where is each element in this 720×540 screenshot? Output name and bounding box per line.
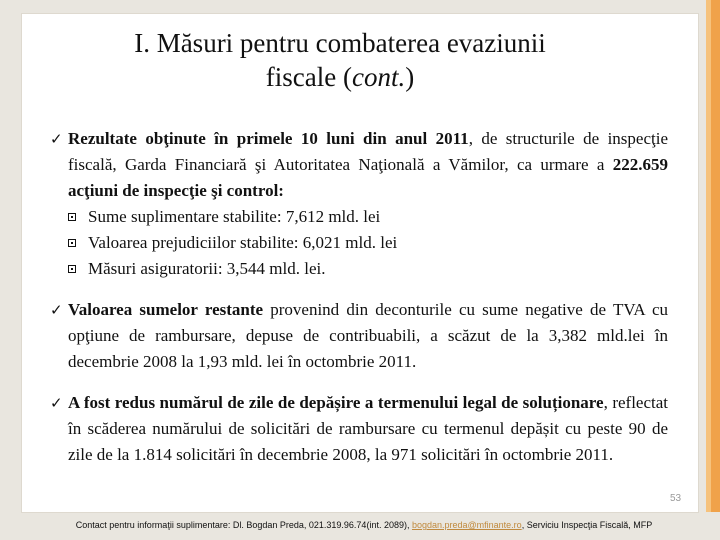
checkmark-icon: ✓ bbox=[50, 301, 63, 319]
title-line-2: fiscale (cont.) bbox=[265, 62, 415, 92]
bullet-text: , de structurile de inspecţie fiscală, Garda Financiară şi Autoritatea Naţională a Vămilor, ca urmare a bbox=[68, 129, 668, 174]
list-item: Sume suplimentare stabilite: 7,612 mld. lei bbox=[68, 204, 668, 230]
bullet-bold-lead: A fost redus numărul de zile de depășire a termenului legal de soluționare bbox=[68, 393, 604, 412]
bullet-text: , reflectat în scăderea numărului de solicitări de rambursare cu termenul depășit cu peste 90 de zile de la 1.814 solicitări în decembrie 2008, la 971 solicitări în octombrie 2011. bbox=[68, 393, 668, 464]
square-bullet-icon bbox=[68, 213, 76, 221]
sub-list bbox=[50, 204, 668, 282]
accent-bar bbox=[706, 0, 720, 512]
title-line-1: I. Măsuri pentru combaterea evaziunii bbox=[134, 28, 546, 58]
bullet-text: provenind din deconturile cu sume negative de TVA cu opţiune de rambursare, depuse de contribuabili, a scăzut de la 3,382 mld.lei în decembrie 2008 la 1,93 mld. lei în octombrie 2011. bbox=[68, 300, 668, 371]
slide-content bbox=[50, 126, 668, 468]
bullet-bold-tail: 222.659 acţiuni de inspecţie şi control: bbox=[68, 155, 668, 200]
bullet-bold-lead: Rezultate obţinute în primele 10 luni din anul 2011 bbox=[68, 129, 469, 148]
checkmark-icon: ✓ bbox=[50, 394, 63, 412]
bullet-reduced-days bbox=[50, 390, 668, 468]
bullet-bold-lead: Valoarea sumelor restante bbox=[68, 300, 264, 319]
checkmark-icon: ✓ bbox=[50, 130, 63, 148]
footer-contact: Contact pentru informaţii suplimentare: Dl. Bogdan Preda, 021.319.96.74(int. 2089), bogdan.preda@mfinante.ro, Serviciu Inspecţia Fiscală, MFP bbox=[75, 520, 653, 530]
list-item: Valoarea prejudiciilor stabilite: 6,021 mld. lei bbox=[68, 230, 668, 256]
bullet-outstanding-amounts bbox=[50, 297, 668, 375]
square-bullet-icon bbox=[68, 265, 76, 273]
page-number: 53 bbox=[670, 493, 682, 504]
bullet-results bbox=[50, 126, 668, 204]
email-link[interactable]: bogdan.preda@mfinante.ro bbox=[411, 520, 522, 530]
square-bullet-icon bbox=[68, 239, 76, 247]
slide-title bbox=[40, 26, 640, 94]
list-item: Măsuri asiguratorii: 3,544 mld. lei. bbox=[68, 256, 668, 282]
